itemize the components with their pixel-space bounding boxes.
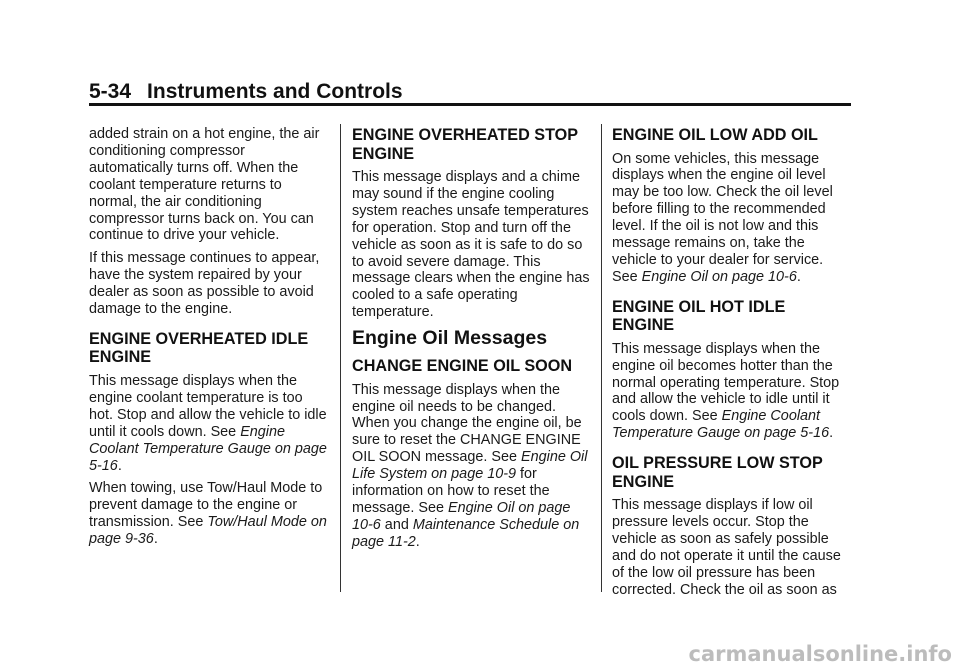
column-divider-1 bbox=[340, 124, 341, 592]
cross-reference: Engine Coolant Temperature Gauge on page 5-16 bbox=[89, 423, 327, 474]
message-heading: CHANGE ENGINE OIL SOON bbox=[352, 357, 573, 376]
text: . bbox=[415, 533, 420, 550]
cross-reference: Maintenance Schedule on page 11-2 bbox=[352, 516, 580, 550]
text: This message displays when the engine coolant temperature is too hot. Stop and allow the vehicle to idle until it cools down. See bbox=[89, 372, 327, 440]
paragraph bbox=[612, 341, 850, 442]
column-1 bbox=[89, 126, 327, 554]
text: . bbox=[153, 531, 158, 548]
text: for information on how to reset the message. See bbox=[352, 466, 550, 516]
text: When towing, use Tow/Haul Mode to prevent damage to the engine or transmission. See bbox=[89, 480, 323, 531]
page-header bbox=[89, 80, 403, 104]
text: This message displays when the engine oil needs to be changed. When you change the engine oil, be sure to reset the CHANGE ENGINE OIL SOON message. See bbox=[352, 381, 582, 466]
paragraph: This message displays if low oil pressure levels occur. Stop the vehicle as soon as safely possible and do not operate it until the cause of the low oil pressure has been corrected. Check the oil as soon as bbox=[612, 497, 841, 598]
paragraph bbox=[89, 373, 327, 474]
paragraph bbox=[352, 382, 590, 551]
page-number: 5-34 bbox=[89, 80, 132, 103]
message-heading: ENGINE OVERHEATED STOP ENGINE bbox=[352, 126, 578, 163]
message-heading: ENGINE OIL LOW ADD OIL bbox=[612, 126, 818, 144]
cross-reference: Tow/Haul Mode on page 9-36 bbox=[89, 514, 327, 548]
paragraph: This message displays and a chime may sound if the engine cooling system reaches unsafe temperatures for operation. Stop and turn off the vehicle as soon as it is safe to do so to avoid severe damage. This message clears when the engine has cooled to a safe operating temperature. bbox=[352, 169, 590, 321]
column-2 bbox=[352, 126, 590, 557]
message-heading: ENGINE OIL HOT IDLE ENGINE bbox=[612, 297, 786, 335]
cross-reference: Engine Oil on page 10-6 bbox=[641, 268, 797, 285]
text: On some vehicles, this message displays when the engine oil level may be too low. Check the oil level before filling to the recommended level. If the oil is not low and this message remains on, take the vehicle to your dealer for service. See bbox=[612, 150, 833, 285]
header-rule bbox=[89, 103, 851, 106]
cross-reference: Engine Oil on page 10-6 bbox=[352, 500, 571, 533]
paragraph: If this message continues to appear, have the system repaired by your dealer as soon as possible to avoid damage to the engine. bbox=[89, 250, 320, 318]
paragraph bbox=[612, 151, 850, 286]
cross-reference: Engine Coolant Temperature Gauge on page 5-16 bbox=[612, 408, 830, 442]
text: This message displays when the engine oil becomes hotter than the normal operating temperature. Stop and allow the vehicle to idle until it cools down. See bbox=[612, 340, 840, 425]
section-heading: Engine Oil Messages bbox=[352, 327, 548, 350]
text: and bbox=[380, 516, 413, 533]
message-heading: ENGINE OVERHEATED IDLE ENGINE bbox=[89, 329, 309, 367]
text: . bbox=[796, 268, 801, 285]
section-title: Instruments and Controls bbox=[147, 80, 403, 103]
text: . bbox=[117, 457, 122, 474]
paragraph bbox=[89, 480, 327, 548]
text: . bbox=[829, 425, 834, 442]
paragraph: added strain on a hot engine, the air conditioning compressor automatically turns off. When the coolant temperature returns to normal, the air conditioning compressor turns back on. You can continue to drive your vehicle. bbox=[89, 126, 320, 244]
cross-reference: Engine Oil Life System on page 10-9 bbox=[352, 449, 588, 483]
message-heading: OIL PRESSURE LOW STOP ENGINE bbox=[612, 454, 823, 491]
watermark: carmanualsonline.info bbox=[688, 642, 952, 666]
column-3 bbox=[612, 126, 850, 605]
column-divider-2 bbox=[601, 124, 602, 592]
